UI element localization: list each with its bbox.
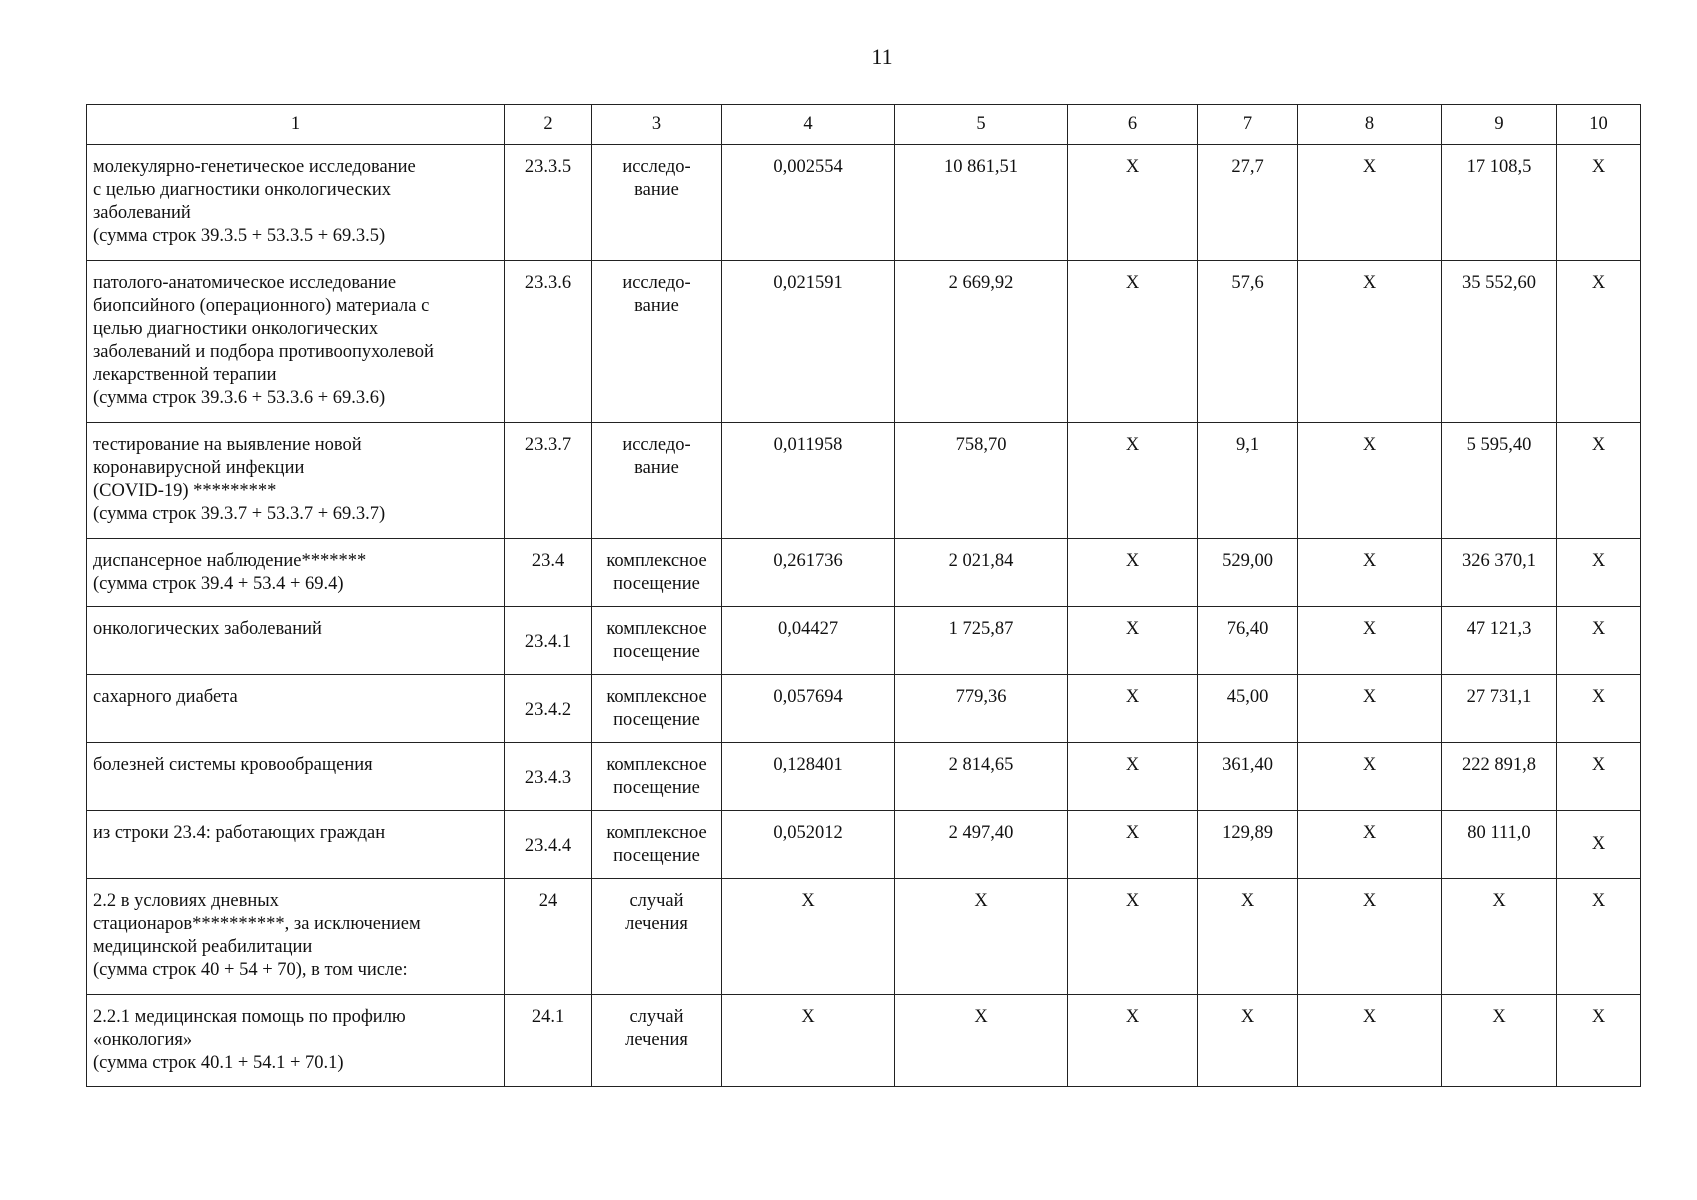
- cell-col7: 529,00: [1198, 539, 1298, 607]
- cell-col7: 361,40: [1198, 743, 1298, 811]
- row-code: 23.4: [505, 539, 592, 607]
- row-name: молекулярно-генетическое исследование с целью диагностики онкологических заболеваний (сумма строк 39.3.5 + 53.3.5 + 69.3.5): [87, 145, 505, 261]
- cell-col6: X: [1068, 539, 1198, 607]
- cell-col7: X: [1198, 995, 1298, 1087]
- cell-col10: X: [1557, 145, 1641, 261]
- row-code: 23.3.7: [505, 423, 592, 539]
- row-code: 24.1: [505, 995, 592, 1087]
- cell-col8: X: [1298, 423, 1442, 539]
- cell-col6: X: [1068, 811, 1198, 879]
- cell-col8: X: [1298, 145, 1442, 261]
- row-name: 2.2 в условиях дневных стационаров**********, за исключением медицинской реабилитации (сумма строк 40 + 54 + 70), в том числе:: [87, 879, 505, 995]
- column-header: 7: [1198, 105, 1298, 145]
- cell-col9: 326 370,1: [1442, 539, 1557, 607]
- cell-col5: X: [895, 995, 1068, 1087]
- cell-col6: X: [1068, 743, 1198, 811]
- row-name: 2.2.1 медицинская помощь по профилю «онкология» (сумма строк 40.1 + 54.1 + 70.1): [87, 995, 505, 1087]
- table-row: [87, 145, 1641, 261]
- row-unit: комплексное посещение: [592, 607, 722, 675]
- cell-col6: X: [1068, 423, 1198, 539]
- cell-col4: 0,021591: [722, 261, 895, 423]
- data-table: [86, 104, 1641, 1087]
- cell-col6: X: [1068, 261, 1198, 423]
- cell-col10: X: [1557, 811, 1641, 879]
- row-name: тестирование на выявление новой коронавирусной инфекции (COVID-19) ********* (сумма строк 39.3.7 + 53.3.7 + 69.3.7): [87, 423, 505, 539]
- cell-col7: 9,1: [1198, 423, 1298, 539]
- cell-col4: X: [722, 995, 895, 1087]
- cell-col7: 27,7: [1198, 145, 1298, 261]
- cell-col9: 17 108,5: [1442, 145, 1557, 261]
- header-row: [87, 105, 1641, 145]
- cell-col10: X: [1557, 261, 1641, 423]
- row-name: патолого-анатомическое исследование биопсийного (операционного) материала с целью диагностики онкологических заболеваний и подбора противоопухолевой лекарственной терапии (сумма строк 39.3.6 + 53.3.6 + 69.3.6): [87, 261, 505, 423]
- row-name: онкологических заболеваний: [87, 607, 505, 675]
- row-code: 23.3.6: [505, 261, 592, 423]
- cell-col6: X: [1068, 675, 1198, 743]
- row-unit: комплексное посещение: [592, 811, 722, 879]
- cell-col8: X: [1298, 995, 1442, 1087]
- cell-col6: X: [1068, 145, 1198, 261]
- cell-col8: X: [1298, 675, 1442, 743]
- row-unit: комплексное посещение: [592, 539, 722, 607]
- column-header: 4: [722, 105, 895, 145]
- row-code: 23.4.1: [505, 607, 592, 675]
- cell-col9: X: [1442, 995, 1557, 1087]
- cell-col9: 35 552,60: [1442, 261, 1557, 423]
- cell-col6: X: [1068, 995, 1198, 1087]
- cell-col9: 5 595,40: [1442, 423, 1557, 539]
- page-number: 11: [871, 44, 893, 69]
- row-unit: случай лечения: [592, 879, 722, 995]
- row-name: болезней системы кровообращения: [87, 743, 505, 811]
- column-header: 9: [1442, 105, 1557, 145]
- column-header: 3: [592, 105, 722, 145]
- cell-col5: 758,70: [895, 423, 1068, 539]
- table-row: [87, 995, 1641, 1087]
- column-header: 6: [1068, 105, 1198, 145]
- column-header: 10: [1557, 105, 1641, 145]
- cell-col5: 2 814,65: [895, 743, 1068, 811]
- cell-col8: X: [1298, 743, 1442, 811]
- cell-col4: 0,057694: [722, 675, 895, 743]
- cell-col5: 10 861,51: [895, 145, 1068, 261]
- row-unit: исследо- вание: [592, 423, 722, 539]
- cell-col10: X: [1557, 675, 1641, 743]
- row-code: 23.3.5: [505, 145, 592, 261]
- column-header: 5: [895, 105, 1068, 145]
- cell-col7: 129,89: [1198, 811, 1298, 879]
- cell-col4: 0,128401: [722, 743, 895, 811]
- cell-col10: X: [1557, 539, 1641, 607]
- cell-col9: 27 731,1: [1442, 675, 1557, 743]
- cell-col4: 0,052012: [722, 811, 895, 879]
- table-row: [87, 423, 1641, 539]
- cell-col6: X: [1068, 879, 1198, 995]
- cell-col9: 47 121,3: [1442, 607, 1557, 675]
- table-row: [87, 261, 1641, 423]
- cell-col8: X: [1298, 879, 1442, 995]
- cell-col7: 76,40: [1198, 607, 1298, 675]
- cell-col10: X: [1557, 879, 1641, 995]
- column-header: 2: [505, 105, 592, 145]
- cell-col7: 45,00: [1198, 675, 1298, 743]
- cell-col10: X: [1557, 743, 1641, 811]
- cell-col4: 0,04427: [722, 607, 895, 675]
- table-row: [87, 675, 1641, 743]
- cell-col9: 80 111,0: [1442, 811, 1557, 879]
- cell-col9: X: [1442, 879, 1557, 995]
- cell-col7: 57,6: [1198, 261, 1298, 423]
- row-code: 23.4.2: [505, 675, 592, 743]
- cell-col6: X: [1068, 607, 1198, 675]
- cell-col5: X: [895, 879, 1068, 995]
- cell-col5: 2 021,84: [895, 539, 1068, 607]
- cell-col5: 1 725,87: [895, 607, 1068, 675]
- cell-col4: X: [722, 879, 895, 995]
- cell-col10: X: [1557, 995, 1641, 1087]
- row-unit: случай лечения: [592, 995, 722, 1087]
- cell-col4: 0,011958: [722, 423, 895, 539]
- row-unit: комплексное посещение: [592, 675, 722, 743]
- cell-col5: 2 669,92: [895, 261, 1068, 423]
- row-name: из строки 23.4: работающих граждан: [87, 811, 505, 879]
- row-name: сахарного диабета: [87, 675, 505, 743]
- table-row: [87, 743, 1641, 811]
- cell-col10: X: [1557, 607, 1641, 675]
- row-code: 23.4.3: [505, 743, 592, 811]
- table-row: [87, 607, 1641, 675]
- cell-col8: X: [1298, 607, 1442, 675]
- cell-col8: X: [1298, 539, 1442, 607]
- cell-col9: 222 891,8: [1442, 743, 1557, 811]
- row-unit: исследо- вание: [592, 145, 722, 261]
- cell-col4: 0,261736: [722, 539, 895, 607]
- cell-col8: X: [1298, 261, 1442, 423]
- table-row: [87, 811, 1641, 879]
- cell-col5: 779,36: [895, 675, 1068, 743]
- column-header: 8: [1298, 105, 1442, 145]
- column-header: 1: [87, 105, 505, 145]
- cell-col4: 0,002554: [722, 145, 895, 261]
- table-row: [87, 539, 1641, 607]
- cell-col10: X: [1557, 423, 1641, 539]
- row-unit: комплексное посещение: [592, 743, 722, 811]
- cell-col5: 2 497,40: [895, 811, 1068, 879]
- row-code: 23.4.4: [505, 811, 592, 879]
- row-unit: исследо- вание: [592, 261, 722, 423]
- cell-col8: X: [1298, 811, 1442, 879]
- row-code: 24: [505, 879, 592, 995]
- row-name: диспансерное наблюдение******* (сумма строк 39.4 + 53.4 + 69.4): [87, 539, 505, 607]
- table-row: [87, 879, 1641, 995]
- cell-col7: X: [1198, 879, 1298, 995]
